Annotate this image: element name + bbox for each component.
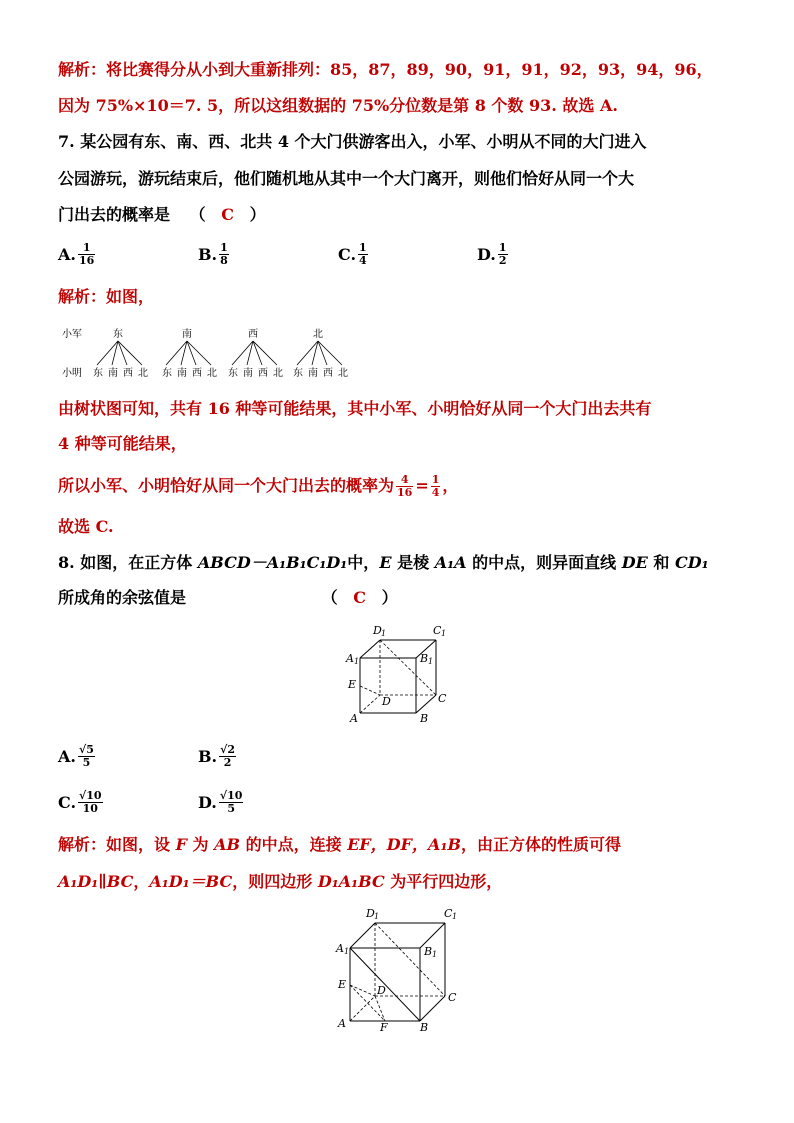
svg-text:A: A (350, 712, 358, 725)
svg-text:C: C (444, 907, 453, 920)
tree-leaf: 南 (177, 368, 187, 379)
prob-frac-2: $\frac{1}{4}$ (431, 473, 440, 499)
paren-close: ） (249, 205, 266, 224)
q7-text-3 (58, 204, 266, 226)
analysis-7-head: 解析：如图， (58, 287, 155, 306)
q7-option-a: A. $\frac{1}{16}$ (58, 241, 95, 267)
tree-branch (187, 341, 211, 365)
q7-answer: C (221, 205, 234, 224)
tree-top-east: 东 (113, 329, 123, 340)
analysis-8-line-2: A₁D₁∥BC，A₁D₁＝BC，则四边形 D₁A₁BC 为平行四边形， (58, 872, 503, 891)
tree-leaf: 西 (258, 368, 268, 379)
tree-diagram (58, 324, 358, 380)
q8-option-b: B. $\frac{√2}{2}$ (198, 743, 235, 769)
svg-text:A: A (346, 652, 354, 665)
svg-text:A: A (338, 1017, 346, 1030)
q8-answer: C (353, 588, 366, 607)
tree-leaf: 南 (243, 368, 253, 379)
q8-option-d: D. $\frac{√10}{5}$ (198, 789, 243, 815)
svg-text:1: 1 (441, 629, 447, 638)
tree-leaf: 北 (138, 368, 148, 379)
tree-leaf: 西 (123, 368, 133, 379)
svg-text:D: D (373, 624, 382, 637)
svg-text:B: B (420, 1021, 429, 1033)
tree-branch (118, 341, 127, 365)
tree-top-south: 南 (182, 329, 192, 340)
svg-text:1: 1 (344, 947, 350, 956)
svg-text:C: C (448, 991, 457, 1004)
q8-text-1: 8. 如图，在正方体 ABCD－A₁B₁C₁D₁中，E 是棱 A₁A 的中点，则异面直线 DE 和 CD₁ (58, 553, 709, 572)
tree-row2-label: 小明 (62, 368, 82, 379)
q7-text-2: 公园游玩，游玩结束后，他们随机地从其中一个大门离开，则他们恰好从同一个大 (58, 169, 635, 188)
svg-text:D: D (377, 984, 386, 997)
svg-text:C: C (433, 624, 442, 637)
tree-leaf: 东 (93, 368, 103, 379)
svg-text:1: 1 (381, 629, 387, 638)
tree-leaf: 东 (162, 368, 172, 379)
analysis-7-line-2: 4 种等可能结果， (58, 434, 187, 453)
svg-text:D: D (382, 695, 391, 708)
tree-leaf: 南 (108, 368, 118, 379)
tree-branch (318, 341, 342, 365)
tree-row1-label: 小军 (62, 329, 82, 340)
q7-text-1: 7. 某公园有东、南、西、北共 4 个大门供游客出入，小军、小明从不同的大门进入 (58, 132, 647, 151)
cube-figure-1 (340, 620, 460, 730)
svg-text:1: 1 (354, 657, 360, 666)
tree-leaf: 西 (192, 368, 202, 379)
q7-stem: 门出去的概率是 (58, 205, 171, 224)
paren-open: （ (189, 205, 206, 224)
svg-text:E: E (338, 978, 347, 991)
tree-leaf: 东 (293, 368, 303, 379)
q8-option-a: A. $\frac{√5}{5}$ (58, 743, 94, 769)
svg-text:1: 1 (428, 657, 434, 666)
q7-option-d: D. $\frac{1}{2}$ (477, 241, 507, 267)
q7-option-b: B. $\frac{1}{8}$ (198, 241, 228, 267)
tree-branch (318, 341, 327, 365)
prob-frac-1: $\frac{4}{16}$ (397, 473, 413, 499)
analysis-7-line-3: 所以小军、小明恰好从同一个大门出去的概率为 $\frac{4}{16}$ = $\frac{1}{4}$ ， (58, 473, 459, 499)
svg-text:A: A (336, 942, 344, 955)
q7-option-c: C. $\frac{1}{4}$ (338, 241, 367, 267)
svg-text:C: C (438, 692, 447, 705)
svg-text:1: 1 (432, 950, 438, 959)
tree-leaf: 南 (308, 368, 318, 379)
analysis-7-line-4: 故选 C. (58, 517, 114, 536)
cube-figure-2 (330, 903, 465, 1033)
tree-top-west: 西 (248, 329, 258, 340)
tree-branch (253, 341, 262, 365)
svg-text:B: B (424, 945, 433, 958)
q8-text-2: 所成角的余弦值是 （ C ） (58, 588, 398, 607)
tree-leaf: 北 (273, 368, 283, 379)
analysis-8-line-1: 解析：如图，设 F 为 AB 的中点，连接 EF，DF，A₁B，由正方体的性质可得 (58, 835, 621, 854)
tree-leaf: 北 (207, 368, 217, 379)
tree-branch (187, 341, 196, 365)
svg-text:D: D (366, 907, 375, 920)
tree-leaf: 西 (323, 368, 333, 379)
tree-top-north: 北 (313, 329, 323, 340)
q8-option-c: C. $\frac{√10}{10}$ (58, 789, 102, 815)
svg-text:E: E (348, 678, 357, 691)
tree-leaf: 北 (338, 368, 348, 379)
svg-text:F: F (380, 1021, 388, 1033)
tree-leaf: 东 (228, 368, 238, 379)
tree-branch (118, 341, 142, 365)
svg-text:B: B (420, 712, 429, 725)
svg-text:B: B (420, 652, 429, 665)
analysis-line-1: 解析：将比赛得分从小到大重新排列：85，87，89，90，91，91，92，93，94，96， (58, 60, 713, 79)
tree-branch (253, 341, 277, 365)
svg-text:1: 1 (452, 912, 458, 921)
analysis-line-2: 因为 75%×10＝7. 5，所以这组数据的 75%分位数是第 8 个数 93. 故选 A. (58, 96, 618, 115)
svg-text:1: 1 (374, 912, 380, 921)
analysis-7-line-1: 由树状图可知，共有 16 种等可能结果，其中小军、小明恰好从同一个大门出去共有 (58, 399, 652, 418)
